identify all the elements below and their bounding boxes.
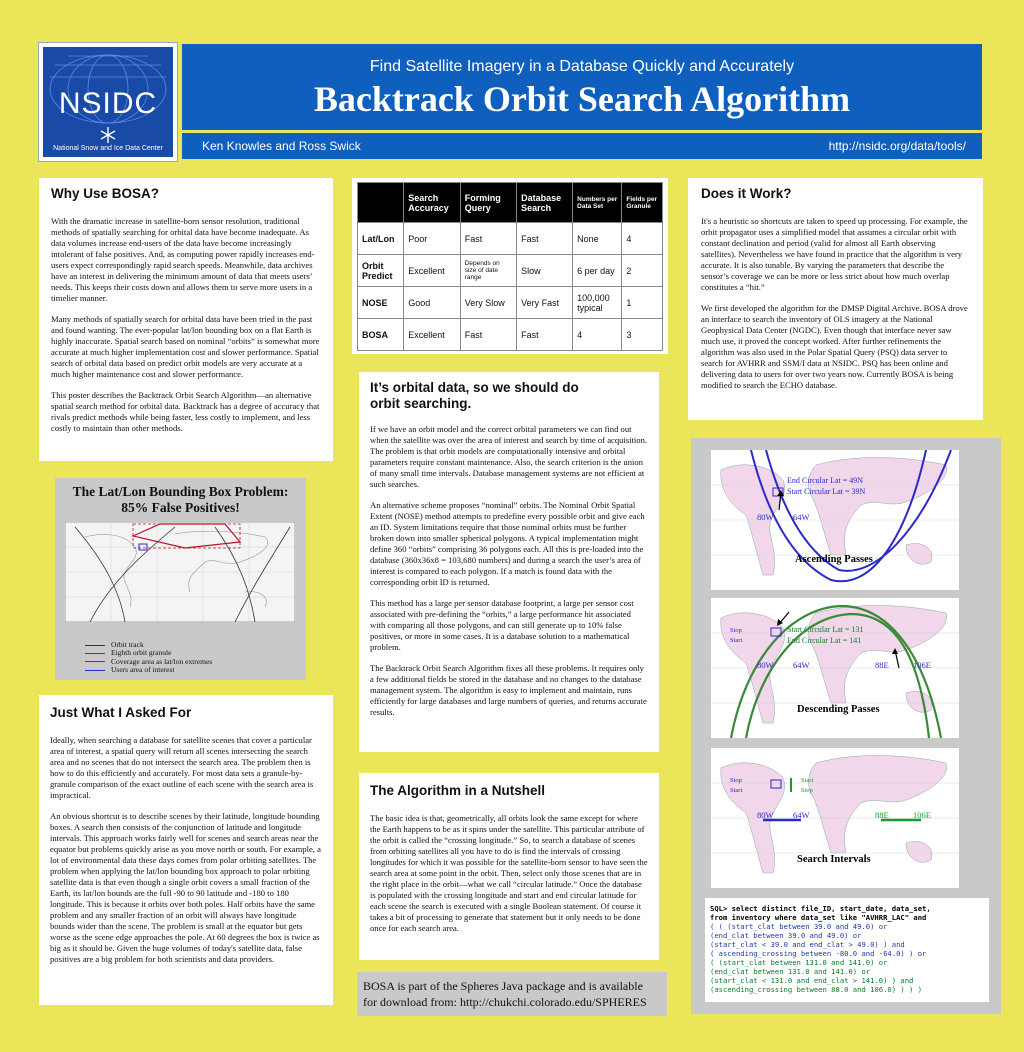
intervals-lon-e2: 106E — [913, 810, 931, 820]
table-cell: BOSA — [358, 319, 404, 351]
ascending-map — [711, 450, 959, 590]
table-cell: Excellent — [404, 255, 460, 287]
sql-line: (end_clat between 39.0 and 49.0) or — [710, 931, 862, 940]
intervals-lon-e: 64W — [793, 810, 810, 820]
table-cell: Very Slow — [460, 287, 516, 319]
sql-line: ( ( (start_clat between 39.0 and 49.0) or — [710, 922, 888, 931]
table-cell: 100,000 typical — [573, 287, 622, 319]
sql-line: ( (start_clat between 131.0 and 141.0) or — [710, 958, 888, 967]
orbital-paragraph: This method has a large per sensor database footprint, a large per sensor cost associated with pre-defining the “orbits,” a large performance hit associated with comparing all those polygons, and can still generate up to 10% false positives, or more in some cases. It is a database solution to a mathematical problem. — [370, 598, 634, 653]
orbital-paragraph: If we have an orbit model and the correct orbital parameters we can find out when the satellite was over the area of interest and search by time of acquisition. The problem is that orbit models are computationally intensive and orbital parameters require constant maintenance. Also, the search criterion is the union of many small time intervals. Database management systems are not efficient at such searches. — [370, 424, 648, 490]
authors: Ken Knowles and Ross Swick — [202, 139, 361, 153]
table-cell: 4 — [622, 223, 663, 255]
latlon-title: The Lat/Lon Bounding Box Problem: — [72, 484, 289, 499]
legend-swatch-orbit-track — [85, 645, 105, 646]
why-paragraph: This poster describes the Backtrack Orbit Search Algorithm—an alternative spatial search method for orbital data. Backtrack has a degree of accuracy that rivals predict methods while being faster, less costly to implement, and less costly to maintain than other methods. — [51, 390, 320, 434]
legend-item: Coverage area as lat/lon extremes — [85, 658, 212, 666]
poster-title: Backtrack Orbit Search Algorithm — [313, 79, 851, 119]
asked-panel — [39, 695, 333, 1005]
table-cell: 4 — [573, 319, 622, 351]
table-row — [358, 287, 663, 319]
intervals-title: Search Intervals — [797, 854, 871, 865]
latlon-figure — [55, 478, 306, 680]
descending-start: Start — [730, 637, 743, 644]
table-cell: Depends on size of date range — [460, 255, 516, 287]
orbital-paragraph: An alternative scheme proposes “nominal” orbits. The Nominal Orbit Spatial Extent (NOSE) method attempts to predefine every possible orbit and give each an ID. System limitations require that those nominal orbits must be further broken down into smaller spherical polygons. A typical implementation might define 360 “orbits” comprising 36 polygons each. All this is pre-loaded into the database (360x36x8 = 103,680 numbers) and during a search the user’s area of interest is compared to each polygon. If a match is found data with the corresponding orbit ID is returned. — [370, 500, 645, 588]
descending-title: Descending Passes — [797, 704, 880, 715]
logo-text: NSIDC — [58, 87, 158, 120]
title-banner — [182, 44, 982, 130]
table-row — [358, 319, 663, 351]
comparison-table-panel — [352, 178, 668, 354]
why-paragraph: With the dramatic increase in satellite-born sensor resolution, traditional methods of spatially searching for orbital data have become inadequate. As data volumes increase end-users of the data have become increasingly intolerant of false positives. And, as computing power rapidly increases end-users expect correspondingly rapid search speeds. Meanwhile, data archives have an interest in delivering the minimum amount of data that meets users’ needs. This keeps their costs down and allows them to serve more users in a timelier manner. — [51, 216, 315, 304]
why-paragraph: Many methods of spatially search for orbital data have been tried in the past and found wanting. The ever-popular lat/lon bounding box on a flat Earth is highly inaccurate. Spatial search based on nominal “orbits” is somewhat more accurate at much higher implementation cost and slower performance. Spatial search of orbital data based on predict orbit models are very accurate at a much higher maintenance cost and slower performance. — [51, 314, 320, 380]
spheres-link[interactable]: for download from: http://chukchi.colorado.edu/SPHERES — [363, 995, 647, 1010]
table-header: Database Search — [517, 183, 573, 223]
legend-swatch-granule — [85, 653, 105, 654]
footer-note: BOSA is part of the Spheres Java package and is available for download from: http://chukchi.colorado.edu/SPHERES — [357, 972, 667, 1016]
why-panel — [39, 178, 333, 461]
table-cell: Orbit Predict — [358, 255, 404, 287]
descending-lon-e: 64W — [793, 660, 810, 670]
latlon-map — [65, 522, 295, 622]
intervals-map — [711, 748, 959, 888]
table-cell: Fast — [517, 223, 573, 255]
table-cell: NOSE — [358, 287, 404, 319]
table-cell: Fast — [460, 223, 516, 255]
intervals-lon-w2: 88E — [875, 810, 889, 820]
intervals-start: Start — [730, 787, 743, 794]
descending-end-label: End Circular Lat = 141 — [787, 636, 862, 645]
orbital-paragraph: The Backtrack Orbit Search Algorithm fixes all these problems. It requires only a few additional fields be stored in the database and no changes to the database management system. The algorithm is easy to implement and maintain, runs efficiently for large databases and large numbers of queries, and returns accurate results. — [370, 663, 647, 718]
table-cell: Fast — [517, 319, 573, 351]
descending-lon-e2: 106E — [913, 660, 931, 670]
sql-line: ( ascending_crossing between -80.0 and -64.0) ) or — [710, 949, 927, 958]
table-row — [358, 223, 663, 255]
asked-heading: Just What I Asked For — [50, 705, 192, 720]
table-cell: 1 — [622, 287, 663, 319]
descending-map — [711, 598, 959, 738]
legend-item: Eighth orbit granule — [85, 649, 212, 657]
descending-start-label: Start Circular Lat = 131 — [787, 625, 864, 634]
ascending-title: Ascending Passes — [795, 554, 873, 565]
asked-paragraph: An obvious shortcut is to describe scenes by their latitude, longitude bounding boxes. A search then consists of the conjunction of latitude and longitude intervals. This approach works fairly well for scenes and search areas near the equator but problems quickly arise as you move north or south. For example, a lot of environmental data these days comes from polar orbiting satellites. The problem when applying the lat/lon bounding box approach to polar orbiting satellite data is that even though a single orbit covers a small fraction of the Earth, its lat/lon bounds are the full -90 to 90 latitude and -180 to 180 longitude. This is because it orbits over both poles. Half orbits have the same problem and any smaller fraction of an orbit will always have longitude bounds wider than the scene. The problem is small at the equator but gets worse as the scene edge approaches the pole. At 60 degrees the box is twice as big as it should be. Given the huge volumes of today's satellite data, false positives are a big problem for both scientists and data providers. — [50, 811, 321, 965]
works-paragraph: It's a heuristic so shortcuts are taken to speed up processing. For example, the orbit propagator uses a simplified model that assumes a circular orbit with constant declination and period (valid for almost all Earth observing satellites). Nevertheless we have found in practice that the algorithm is very accurate. It is also tunable. By varying the parameters that describe the sensor’s coverage we can be more or less strict about how much overlap constitutes a “hit.” — [701, 216, 968, 293]
nutshell-heading: The Algorithm in a Nutshell — [370, 783, 546, 798]
table-header — [358, 183, 404, 223]
legend-swatch-user-area — [85, 670, 105, 671]
nutshell-panel — [359, 773, 659, 960]
table-header: Forming Query — [460, 183, 516, 223]
works-paragraph: We first developed the algorithm for the DMSP Digital Archive. BOSA drove an interface to search the inventory of OLS imagery at the National Geophysical Data Center (NGDC). Even though that interface never saw much use, it proved the concept worked. After further refinements the algorithm was also used in the Polar Spatial Query (PSQ) data server to search for AVHRR and SSM/I data at NSIDC. PSQ has been online and delivering data to users for over two years now. Currently BOSA is being modified to search the ECHO database. — [701, 303, 968, 391]
sql-line: (start_clat < 39.0 and end_clat > 49.0) ) and — [710, 940, 905, 949]
table-header: Numbers per Data Set — [573, 183, 622, 223]
table-cell: 2 — [622, 255, 663, 287]
why-heading: Why Use BOSA? — [51, 186, 160, 201]
orbital-panel — [359, 372, 659, 752]
table-cell: Good — [404, 287, 460, 319]
latlon-subtitle: 85% False Positives! — [121, 500, 240, 516]
table-cell: Slow — [517, 255, 573, 287]
table-cell: Poor — [404, 223, 460, 255]
table-cell: 6 per day — [573, 255, 622, 287]
author-bar — [182, 133, 982, 159]
intervals-stop: Stop — [730, 777, 742, 784]
sql-line: (end_clat between 131.0 and 141.0) or — [710, 967, 871, 976]
descending-lon-w: 80W — [757, 660, 774, 670]
table-row — [358, 255, 663, 287]
poster-subtitle: Find Satellite Imagery in a Database Quickly and Accurately — [369, 58, 795, 75]
orbital-heading: It’s orbital data, so we should do orbit searching. — [370, 380, 579, 412]
latlon-legend — [85, 641, 212, 674]
intervals-start2: Start — [801, 777, 814, 784]
comparison-table — [357, 182, 663, 351]
nutshell-paragraph: The basic idea is that, geometrically, all orbits look the same except for where the Earth happens to be as it spins under the satellite. This particular attribute of the orbit is called the “crossing longitude.” So, to search a database of scenes from orbiting satellites all you have to do is find the intervals of crossing longitudes for which it was possible for the satellite-born sensor to have seen the search area at some point in the orbit. Then, select only those scenes that are in the right place in the orbit—what we call “circular latitude.” Once the database is populated with the crossing longitude and start and end circular latitude for each scene the search is executed with a single Boolean statement. Of course it takes a bit of processing to generate that statement but it only needs to be done once for each search area. — [370, 813, 648, 934]
table-cell: Very Fast — [517, 287, 573, 319]
tools-url[interactable]: http://nsidc.org/data/tools/ — [828, 139, 966, 153]
logo — [38, 42, 178, 162]
table-cell: Fast — [460, 319, 516, 351]
legend-item: Users area of interest — [85, 666, 212, 674]
ascending-lon-e: 64W — [793, 512, 810, 522]
sql-line: (start_clat < 131.0 and end_clat > 141.0) ) and — [710, 976, 914, 985]
intervals-stop2: Stop — [801, 787, 813, 794]
asked-paragraph: Ideally, when searching a database for satellite scenes that cover a particular area of interest, a spatial query will return all scenes intersecting the search area and no scenes that do not intersect the search area. The problem then is how to do this efficiently and accurately. For most data sets a granule-by-granule comparison of the exact outline of each scene with the search area is impractical. — [50, 735, 314, 801]
sql-line: SQL> select distinct file_ID, start_date, data_set, — [710, 904, 931, 913]
legend-item: Orbit track — [85, 641, 212, 649]
table-cell: 3 — [622, 319, 663, 351]
table-header-row — [358, 183, 663, 223]
table-cell: Excellent — [404, 319, 460, 351]
table-cell: None — [573, 223, 622, 255]
table-header: Fields per Granule — [622, 183, 663, 223]
legend-swatch-coverage — [85, 661, 105, 662]
descending-stop: Stop — [730, 627, 742, 634]
ascending-end-label: End Circular Lat = 49N — [787, 476, 864, 485]
descending-lon-w2: 88E — [875, 660, 889, 670]
logo-subtitle: National Snow and Ice Data Center — [53, 145, 163, 152]
sql-line: (ascending_crossing between 88.0 and 106.0) ) ) ) — [710, 985, 923, 994]
table-cell: Lat/Lon — [358, 223, 404, 255]
intervals-lon-w: 80W — [757, 810, 774, 820]
sql-query — [705, 898, 989, 1002]
sql-line: from inventory where data_set like "AVHRR_LAC" and — [710, 913, 927, 922]
table-header: Search Accuracy — [404, 183, 460, 223]
works-panel — [688, 178, 983, 420]
ascending-lon-w: 80W — [757, 512, 774, 522]
works-heading: Does it Work? — [701, 186, 792, 201]
nsidc-logo-graphic — [43, 47, 173, 157]
ascending-start-label: Start Circular Lat = 39N — [787, 487, 866, 496]
